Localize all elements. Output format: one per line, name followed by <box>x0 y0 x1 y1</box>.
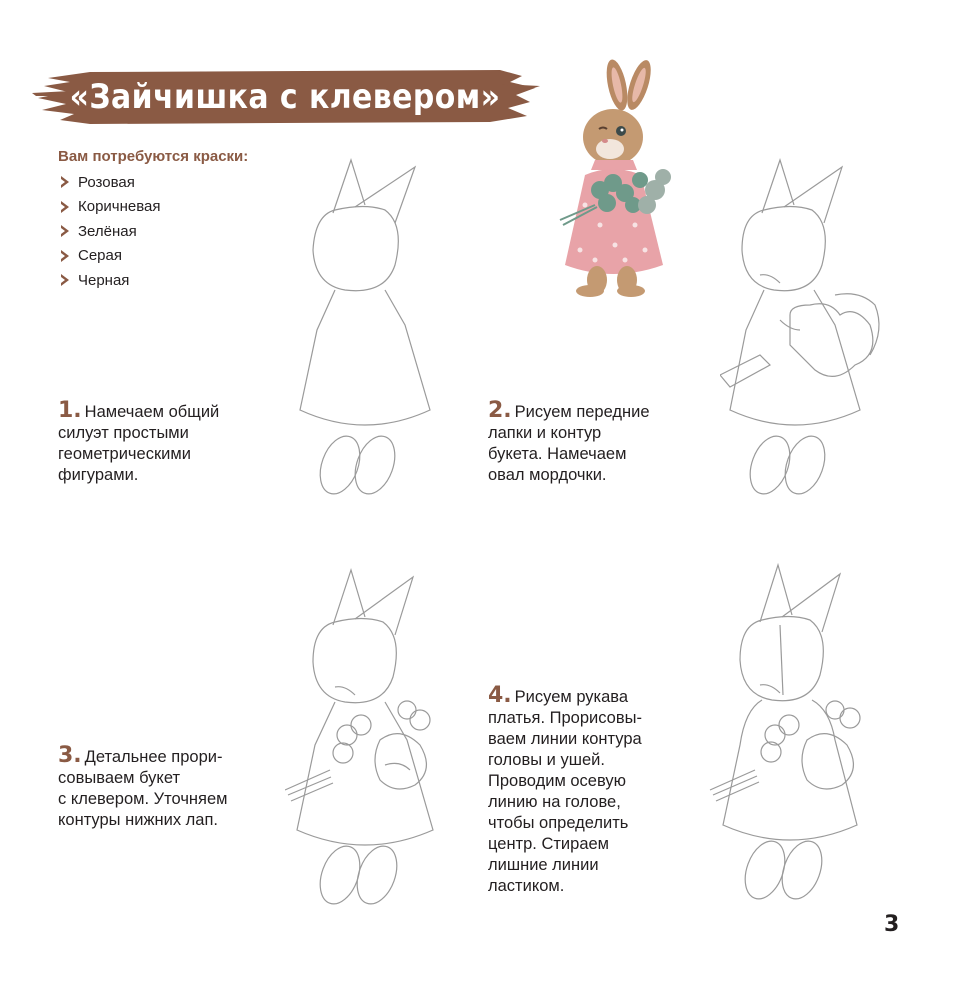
paints-list <box>58 170 248 293</box>
sketch-step-3 <box>285 565 445 910</box>
list-item <box>58 219 248 244</box>
step-line: геометрическими <box>58 445 191 463</box>
bunny-outline-icon <box>720 155 890 500</box>
sketch-step-2 <box>720 155 890 500</box>
step-3-text <box>58 745 228 831</box>
list-item <box>58 170 248 195</box>
step-line: контуры нижних лап. <box>58 811 218 829</box>
page-title: «Зайчишка с клевером» <box>69 77 501 117</box>
step-line: чтобы определить <box>488 814 629 832</box>
step-line: Детальнее прори- <box>84 748 223 766</box>
step-line: с клевером. Уточняем <box>58 790 228 808</box>
step-line: головы и ушей. <box>488 751 605 769</box>
step-line: платья. Прорисовы- <box>488 709 642 727</box>
bunny-color-icon <box>555 55 685 300</box>
list-item <box>58 244 248 269</box>
step-line: лапки и контур <box>488 424 602 442</box>
chevron-right-icon <box>58 175 72 189</box>
step-line: центр. Стираем <box>488 835 610 853</box>
title-banner <box>30 62 540 132</box>
step-line: ваем линии контура <box>488 730 642 748</box>
paint-label: Зелёная <box>78 222 137 240</box>
chevron-right-icon <box>58 273 72 287</box>
bunny-outline-icon <box>705 560 875 905</box>
step-number: 2. <box>488 398 512 423</box>
step-4-text <box>488 685 642 897</box>
paints-section <box>58 148 248 293</box>
paint-label: Коричневая <box>78 198 161 216</box>
paint-label: Черная <box>78 271 130 289</box>
bunny-outline-icon <box>285 565 445 910</box>
step-line: Рисуем рукава <box>514 688 629 706</box>
step-line: Намечаем общий <box>84 403 220 421</box>
chevron-right-icon <box>58 224 72 238</box>
bunny-outline-icon <box>295 155 440 500</box>
step-line: силуэт простыми <box>58 424 189 442</box>
paint-label: Серая <box>78 247 122 265</box>
step-line: букета. Намечаем <box>488 445 627 463</box>
step-1-text <box>58 400 219 486</box>
step-line: линию на голове, <box>488 793 621 811</box>
step-2-text <box>488 400 650 486</box>
step-line: Проводим осевую <box>488 772 627 790</box>
chevron-right-icon <box>58 249 72 263</box>
paint-label: Розовая <box>78 173 135 191</box>
paints-heading: Вам потребуются краски: <box>58 148 249 165</box>
step-line: фигурами. <box>58 466 139 484</box>
step-line: овал мордочки. <box>488 466 607 484</box>
list-item <box>58 268 248 293</box>
step-line: Рисуем передние <box>514 403 650 421</box>
chevron-right-icon <box>58 200 72 214</box>
page-number: 3 <box>884 912 900 937</box>
step-number: 4. <box>488 683 512 708</box>
step-line: совываем букет <box>58 769 181 787</box>
list-item <box>58 195 248 220</box>
sketch-step-1 <box>295 155 440 500</box>
bunny-illustration <box>555 55 685 300</box>
step-line: лишние линии <box>488 856 599 874</box>
sketch-step-4 <box>705 560 875 905</box>
step-number: 1. <box>58 398 82 423</box>
step-line: ластиком. <box>488 877 565 895</box>
step-number: 3. <box>58 743 82 768</box>
